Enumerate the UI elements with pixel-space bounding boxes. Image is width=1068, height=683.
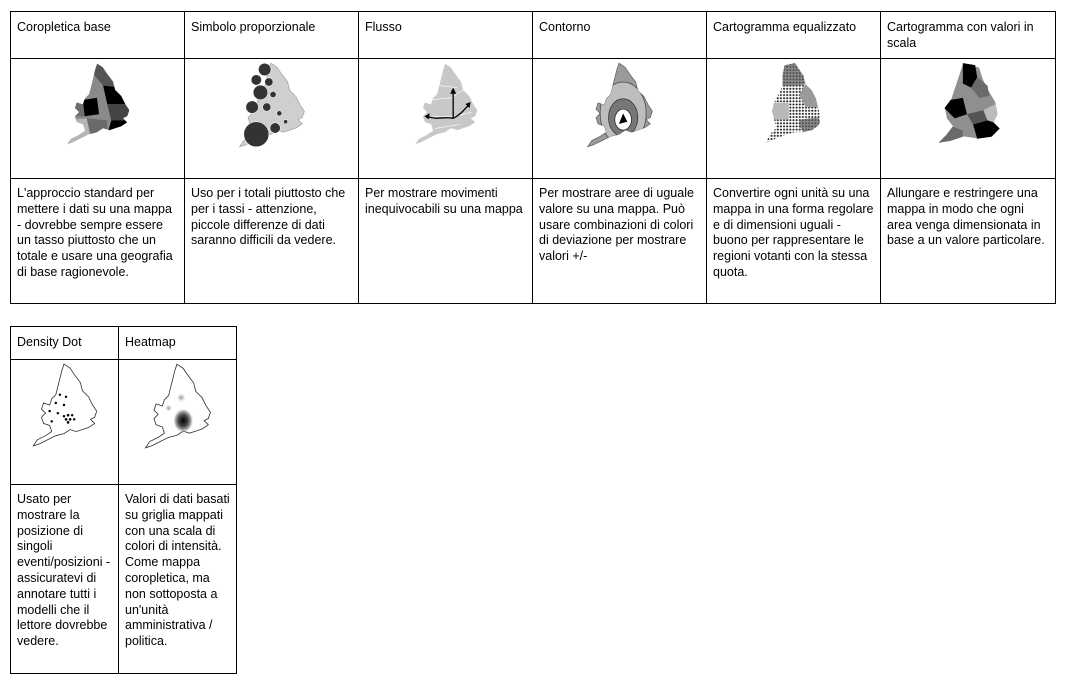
image-row	[11, 59, 1056, 179]
dot-density-map-icon	[27, 360, 103, 450]
map-image-cell	[11, 59, 185, 179]
description-row	[11, 485, 237, 674]
map-image-cell	[185, 59, 359, 179]
map-type-description: Valori di dati basati su griglia mappati con una scala di colori di intensità. Come mappa coropletica, ma non sottoposta a un'unità amministrativa / politica.	[125, 492, 230, 649]
map-type-description: Per mostrare movimenti inequivocabili su una mappa	[365, 186, 523, 216]
title-cell	[185, 12, 359, 59]
title-cell	[119, 327, 237, 360]
map-type-title: Cartogramma equalizzato	[713, 20, 857, 34]
proportional-symbol-map-icon	[232, 59, 312, 151]
map-type-title: Flusso	[365, 20, 402, 34]
title-cell	[359, 12, 533, 59]
map-image-cell	[707, 59, 881, 179]
map-type-description: L'approccio standard per mettere i dati su una mappa - dovrebbe sempre essere un tasso piuttosto che un totale e usare una geografia di base ragionevole.	[17, 186, 173, 279]
title-cell	[533, 12, 707, 59]
map-type-title: Simbolo proporzionale	[191, 20, 316, 34]
description-cell	[881, 179, 1056, 304]
map-image-cell	[533, 59, 707, 179]
description-row	[11, 179, 1056, 304]
scaled-cartogram-icon	[928, 59, 1008, 149]
description-cell	[119, 485, 237, 674]
description-cell	[185, 179, 359, 304]
image-row	[11, 360, 237, 485]
description-cell	[11, 179, 185, 304]
map-type-description: Usato per mostrare la posizione di singoli eventi/posizioni - assicuratevi di annotare tutti i modelli che il lettore dovrebbe vedere.	[17, 492, 111, 649]
map-type-title: Cartogramma con valori in scala	[887, 20, 1034, 50]
map-type-description: Allungare e restringere una mappa in modo che ogni area venga dimensionata in base a un valore particolare.	[887, 186, 1045, 248]
map-image-cell	[881, 59, 1056, 179]
map-image-cell	[11, 360, 119, 485]
description-cell	[707, 179, 881, 304]
choropleth-map-icon	[58, 59, 138, 149]
map-type-title: Density Dot	[17, 335, 82, 349]
description-cell	[359, 179, 533, 304]
map-type-description: Per mostrare aree di uguale valore su una mappa. Può usare combinazioni di colori di deviazione per mostrare valori +/-	[539, 186, 694, 264]
map-type-title: Coropletica base	[17, 20, 111, 34]
map-type-title: Heatmap	[125, 335, 176, 349]
title-cell	[707, 12, 881, 59]
contour-map-icon	[580, 59, 660, 151]
heatmap-map-icon	[138, 360, 218, 452]
map-image-cell	[119, 360, 237, 485]
description-cell	[533, 179, 707, 304]
title-row	[11, 327, 237, 360]
map-type-description: Uso per i totali piuttosto che per i tassi - attenzione, piccole differenze di dati saranno difficili da vedere.	[191, 186, 346, 248]
map-types-table-bottom	[10, 326, 237, 674]
map-image-cell	[359, 59, 533, 179]
flow-map-icon	[406, 59, 486, 149]
description-cell	[11, 485, 119, 674]
equalized-cartogram-icon	[754, 59, 834, 151]
title-cell	[11, 327, 119, 360]
map-type-title: Contorno	[539, 20, 591, 34]
title-cell	[881, 12, 1056, 59]
title-cell	[11, 12, 185, 59]
map-type-description: Convertire ogni unità su una mappa in una forma regolare e di dimensioni uguali - buono per rappresentare le regioni votanti con la stessa quota.	[713, 186, 874, 279]
map-types-table-top	[10, 11, 1056, 304]
title-row	[11, 12, 1056, 59]
